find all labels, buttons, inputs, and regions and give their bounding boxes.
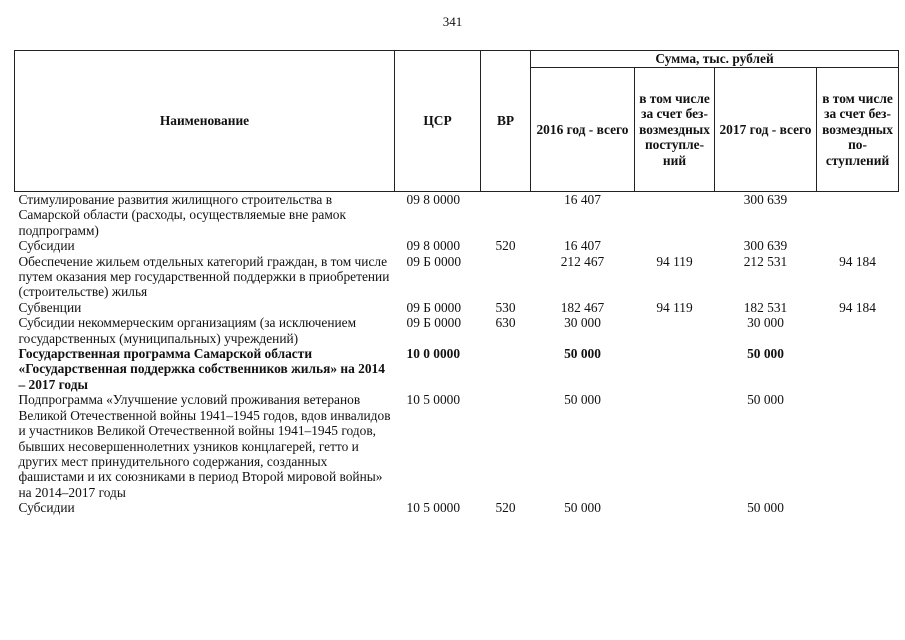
- row-2017-total: 50 000: [747, 392, 784, 408]
- row-2017-gratuitous: 94 184: [839, 299, 876, 315]
- header-2016-total: 2016 год - всего: [531, 68, 635, 192]
- row-csr: 10 5 0000: [406, 500, 461, 516]
- row-csr: 09 Б 0000: [406, 315, 462, 331]
- row-vr: [481, 254, 531, 300]
- row-vr: 630: [495, 315, 516, 331]
- row-2017-total: 300 639: [743, 192, 788, 207]
- row-csr: 09 Б 0000: [406, 299, 462, 315]
- row-2016-gratuitous: [635, 346, 715, 392]
- table-header: [15, 51, 899, 192]
- row-2016-total: 50 000: [564, 346, 601, 362]
- row-2017-total: 300 639: [743, 238, 788, 254]
- row-2016-total: 212 467: [560, 253, 605, 269]
- row-2017-gratuitous: [817, 192, 899, 239]
- table-row: [15, 254, 899, 300]
- row-2016-gratuitous: 94 119: [656, 299, 693, 315]
- header-csr: ЦСР: [395, 51, 481, 192]
- header-2017-gratuitous: в том числе за счет безвозмездных поступлений: [817, 68, 899, 192]
- row-2016-total: 50 000: [564, 500, 601, 516]
- row-2016-gratuitous: [635, 192, 715, 239]
- row-2016-total: 50 000: [564, 392, 601, 408]
- row-vr: 520: [495, 238, 516, 254]
- row-vr: [481, 192, 531, 239]
- table-body: [15, 192, 899, 516]
- row-2016-total: 30 000: [564, 315, 601, 331]
- row-2017-gratuitous: [817, 346, 899, 392]
- row-2017-gratuitous: [817, 238, 899, 253]
- table-row: [15, 500, 899, 515]
- row-2016-gratuitous: [635, 392, 715, 500]
- row-name: Стимулирование развития жилищного строительства в Самарской области (расходы, осуществляемые вне рамок подпрограмм): [18, 192, 347, 238]
- page-number: 341: [442, 14, 463, 29]
- row-csr: 09 8 0000: [406, 192, 461, 207]
- row-name: Обеспечение жильем отдельных категорий граждан, в том числе путем оказания мер государственной поддержки в приобретении (строительстве) жилья: [18, 253, 390, 300]
- table-row: [15, 238, 899, 253]
- row-name: Государственная программа Самарской области «Государственная поддержка собственников жилья» на 2014 – 2017 годы: [18, 346, 385, 392]
- row-2016-gratuitous: [635, 315, 715, 346]
- row-2016-gratuitous: [635, 238, 715, 253]
- table-row: [15, 346, 899, 392]
- header-vr: ВР: [481, 51, 531, 192]
- row-2017-total: 182 531: [743, 299, 788, 315]
- row-name: Подпрограмма «Улучшение условий проживания ветеранов Великой Отечественной войны 1941–1945 годов, вдов инвалидов и участников Великой Отечественной войны 1941–1945 годов, бывших несовершеннолетних узников концлагерей, гетто и других мест принудительного содержания, созданных фашистами и их союзниками в период Второй мировой войны» на 2014–2017 годы: [18, 392, 391, 500]
- row-2017-total: 50 000: [747, 346, 784, 362]
- row-csr: 10 0 0000: [406, 346, 461, 362]
- header-2016-gratuitous: в том числе за счет безвозмездных поступлений: [635, 68, 715, 192]
- row-name: Субсидии: [18, 238, 75, 254]
- header-name: Наименование: [15, 51, 395, 192]
- row-vr: [481, 346, 531, 392]
- row-2016-gratuitous: 94 119: [656, 253, 693, 269]
- row-2017-gratuitous: [817, 392, 899, 500]
- row-2016-total: 16 407: [564, 192, 601, 207]
- table-row: [15, 315, 899, 346]
- row-2017-total: 50 000: [747, 500, 784, 516]
- header-2017-total: 2017 год - всего: [715, 68, 817, 192]
- row-2017-gratuitous: 94 184: [839, 253, 876, 269]
- row-2016-total: 16 407: [564, 238, 601, 254]
- budget-table: [14, 50, 899, 516]
- row-2017-total: 30 000: [747, 315, 784, 331]
- row-2017-total: 212 531: [743, 253, 788, 269]
- row-csr: 09 Б 0000: [406, 253, 462, 269]
- row-vr: 530: [495, 299, 516, 315]
- row-2016-total: 182 467: [560, 299, 605, 315]
- row-2017-gratuitous: [817, 500, 899, 515]
- table-row: [15, 192, 899, 239]
- row-name: Субсидии: [18, 500, 75, 516]
- row-csr: 10 5 0000: [406, 392, 461, 408]
- row-2016-gratuitous: [635, 500, 715, 515]
- row-2017-gratuitous: [817, 315, 899, 346]
- table-row: [15, 300, 899, 315]
- header-sum-group: Сумма, тыс. рублей: [531, 51, 899, 68]
- row-csr: 09 8 0000: [406, 238, 461, 254]
- row-vr: [481, 392, 531, 500]
- row-name: Субсидии некоммерческим организациям (за исключением государственных (муниципальных) учреждений): [18, 315, 357, 346]
- row-vr: 520: [495, 500, 516, 516]
- table-row: [15, 392, 899, 500]
- row-name: Субвенции: [18, 299, 82, 315]
